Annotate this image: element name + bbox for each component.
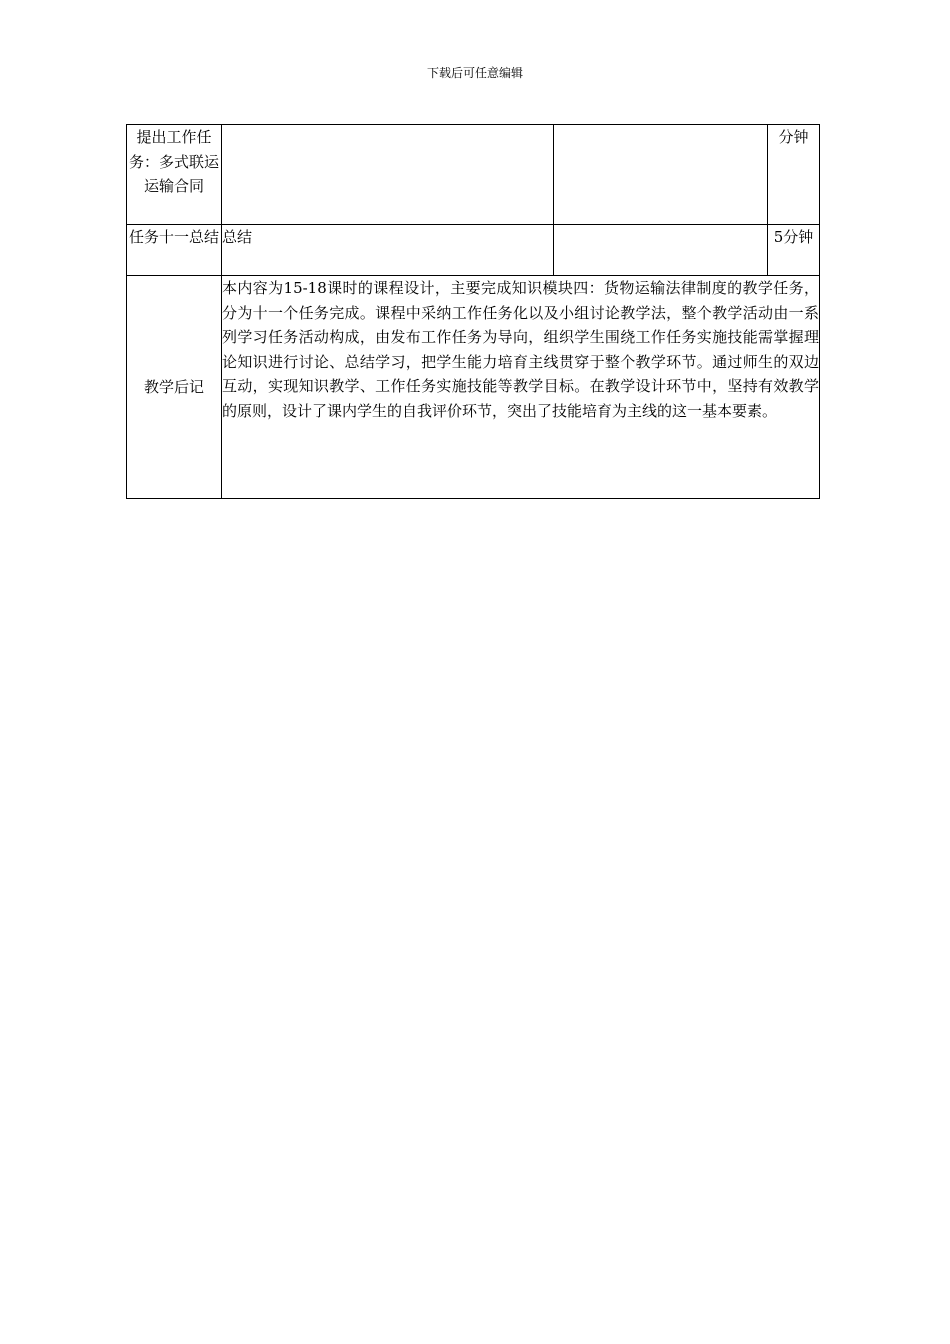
activity-cell: [554, 225, 768, 276]
task-cell: 任务十一总结: [127, 225, 222, 276]
time-cell: 分钟: [768, 125, 820, 225]
time-cell: 5分钟: [768, 225, 820, 276]
content-cell: 总结: [222, 225, 554, 276]
content-cell: [222, 125, 554, 225]
activity-cell: [554, 125, 768, 225]
lesson-plan-table: [126, 124, 820, 499]
reflection-text: 本内容为15-18课时的课程设计，主要完成知识模块四：货物运输法律制度的教学任务，分为十一个任务完成。课程中采纳工作任务化以及小组讨论教学法，整个教学活动由一系列学习任务活动构成，由发布工作任务为导向，组织学生围绕工作任务实施技能需掌握理论知识进行讨论、总结学习，把学生能力培育主线贯穿于整个教学环节。通过师生的双边互动，实现知识教学、工作任务实施技能等教学目标。在教学设计环节中，坚持有效教学的原则，设计了课内学生的自我评价环节，突出了技能培育为主线的这一基本要素。: [222, 276, 820, 499]
page-header: 下载后可任意编辑: [426, 66, 523, 80]
reflection-row: [127, 276, 820, 499]
task-cell: 提出工作任务：多式联运运输合同: [127, 125, 222, 225]
table-row: [127, 225, 820, 276]
reflection-label: 教学后记: [127, 276, 222, 499]
table-row: [127, 125, 820, 225]
